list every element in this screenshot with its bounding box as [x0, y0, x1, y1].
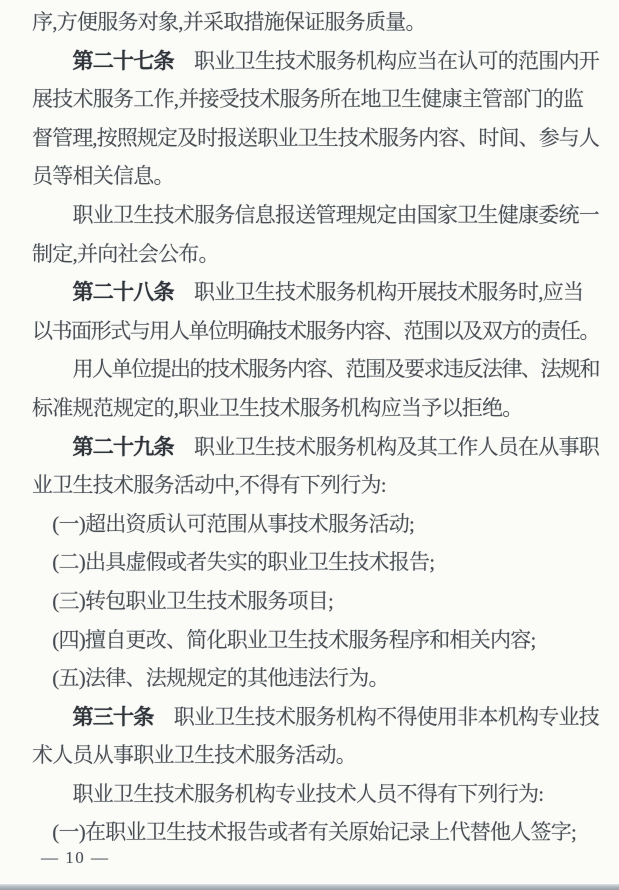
text-line-content [32, 164, 174, 188]
article-number: 第二十八条 [72, 280, 174, 305]
text-segment: (二)出具虚假或者失实的职业卫生技术报告; [52, 550, 435, 575]
article-number: 第二十九条 [72, 434, 174, 459]
text-line-content [32, 10, 426, 34]
text-line [32, 42, 599, 81]
text-line-content [32, 743, 356, 767]
text-line-content [32, 319, 599, 343]
text-line-content [32, 473, 386, 497]
text-segment: (五)法律、法规规定的其他违法行为。 [52, 666, 389, 691]
text-segment: (一)超出资质认可范围从事技术服务活动; [52, 511, 415, 536]
article-number: 第二十七条 [72, 48, 174, 73]
text-line [32, 389, 599, 428]
text-line-content [32, 396, 523, 420]
text-line-content [73, 435, 600, 459]
text-line [32, 698, 599, 737]
text-line [32, 775, 599, 814]
text-line [32, 273, 599, 312]
text-segment: (四)擅自更改、简化职业卫生技术服务程序和相关内容; [52, 627, 536, 652]
text-segment: 职业卫生技术服务机构专业技术人员不得有下列行为: [72, 781, 544, 806]
text-segment: 职业卫生技术服务机构应当在认可的范围内开 [173, 48, 599, 73]
text-line-content [52, 589, 333, 613]
text-segment: 督管理,按照规定及时报送职业卫生技术服务内容、时间、参与人 [32, 125, 599, 150]
text-line [32, 813, 599, 852]
text-segment: 以书面形式与用人单位明确技术服务内容、范围以及双方的责任。 [32, 318, 599, 343]
text-line-content [73, 280, 584, 304]
text-line-content [73, 782, 544, 806]
text-segment: 职业卫生技术服务机构及其工作人员在从事职 [173, 434, 599, 459]
text-segment: 员等相关信息。 [32, 164, 174, 189]
text-line-content [32, 242, 219, 266]
text-line [32, 543, 599, 582]
text-line [32, 196, 599, 235]
text-segment: 术人员从事职业卫生技术服务活动。 [32, 743, 356, 768]
text-line-content [52, 820, 576, 844]
text-line-content [52, 666, 389, 690]
text-line [32, 659, 599, 698]
text-line-content [73, 357, 600, 381]
text-segment: 制定,并向社会公布。 [32, 241, 219, 266]
text-segment: 序,方便服务对象,并采取措施保证服务质量。 [32, 10, 426, 34]
text-line [32, 157, 599, 196]
text-line [32, 235, 599, 274]
article-number: 第三十条 [72, 704, 154, 729]
text-line [32, 350, 599, 389]
text-line [32, 505, 599, 544]
text-line-content [32, 126, 599, 150]
text-line [32, 119, 599, 158]
text-segment: 职业卫生技术服务机构开展技术服务时,应当 [173, 280, 584, 305]
text-line [32, 621, 599, 660]
text-line [32, 582, 599, 621]
text-segment: (一)在职业卫生技术报告或者有关原始记录上代替他人签字; [52, 820, 577, 845]
text-line-content [73, 705, 600, 729]
text-segment: 用人单位提出的技术服务内容、范围及要求违反法律、法规和 [72, 357, 599, 382]
text-line [32, 80, 599, 119]
text-line-content [73, 203, 600, 227]
text-line [32, 312, 599, 351]
document-body [32, 3, 599, 852]
text-line-content [52, 550, 434, 574]
text-line-content [32, 87, 583, 111]
page-number: — 10 — [41, 848, 110, 867]
text-segment: 展技术服务工作,并接受技术服务所在地卫生健康主管部门的监 [32, 87, 584, 112]
text-line-content [73, 49, 600, 73]
text-line [32, 466, 599, 505]
text-segment: 标准规范规定的,职业卫生技术服务机构应当予以拒绝。 [32, 395, 523, 420]
scan-bottom-edge [0, 884, 619, 890]
text-line [32, 3, 599, 42]
text-segment: 业卫生技术服务活动中,不得有下列行为: [32, 473, 386, 498]
text-line [32, 736, 599, 775]
text-segment: (三)转包职业卫生技术服务项目; [52, 588, 334, 613]
text-line [32, 428, 599, 467]
text-segment: 职业卫生技术服务机构不得使用非本机构专业技 [153, 704, 599, 729]
text-segment: 职业卫生技术服务信息报送管理规定由国家卫生健康委统一 [72, 202, 599, 227]
text-line-content [52, 628, 535, 652]
text-line-content [52, 512, 414, 536]
